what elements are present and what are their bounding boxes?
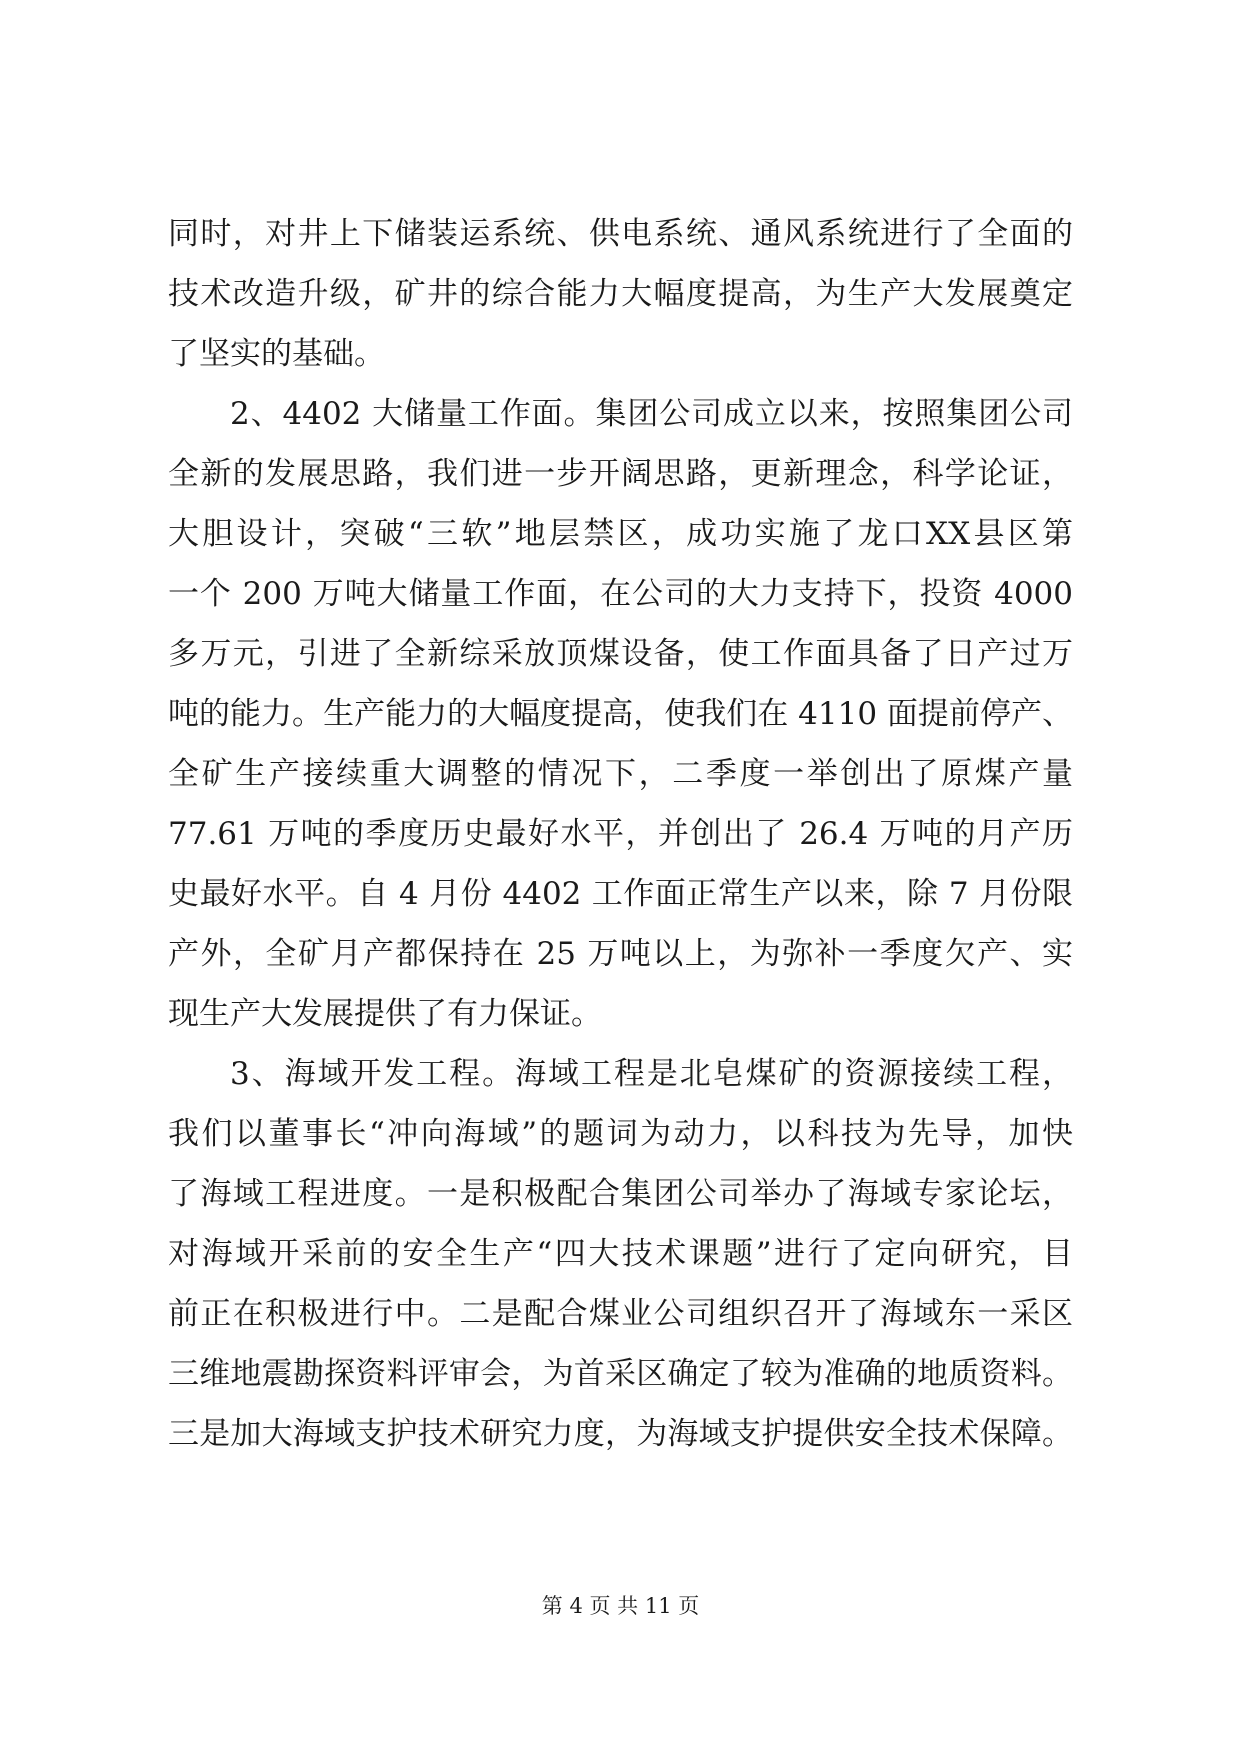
text-line: 一个 200 万吨大储量工作面，在公司的大力支持下，投资 4000 (168, 576, 1073, 612)
text-line: 吨的能力。生产能力的大幅度提高，使我们在 4110 面提前停产、 (168, 696, 1073, 732)
text-line: 三是加大海域支护技术研究力度，为海域支护提供安全技术保障。 (168, 1416, 1073, 1452)
text-line: 多万元，引进了全新综采放顶煤设备，使工作面具备了日产过万 (168, 636, 1073, 672)
text-line: 我们以董事长“冲向海域”的题词为动力，以科技为先导，加快 (168, 1116, 1073, 1152)
text-line: 全矿生产接续重大调整的情况下，二季度一举创出了原煤产量 (168, 756, 1073, 792)
text-line: 史最好水平。自 4 月份 4402 工作面正常生产以来，除 7 月份限 (168, 876, 1073, 912)
text-line: 产外，全矿月产都保持在 25 万吨以上，为弥补一季度欠产、实 (168, 936, 1073, 972)
text-line: 对海域开采前的安全生产“四大技术课题”进行了定向研究，目 (168, 1236, 1073, 1272)
page-number: 第 4 页 共 11 页 (541, 1594, 700, 1618)
text-line: 2、4402 大储量工作面。集团公司成立以来，按照集团公司 (230, 396, 1073, 432)
text-line: 了海域工程进度。一是积极配合集团公司举办了海域专家论坛， (168, 1176, 1073, 1212)
text-line: 77.61 万吨的季度历史最好水平，并创出了 26.4 万吨的月产历 (168, 816, 1073, 852)
text-line: 了坚实的基础。 (168, 336, 385, 372)
text-line: 现生产大发展提供了有力保证。 (168, 996, 602, 1032)
text-line: 全新的发展思路，我们进一步开阔思路，更新理念，科学论证， (168, 456, 1073, 492)
text-line: 同时，对井上下储装运系统、供电系统、通风系统进行了全面的 (168, 216, 1073, 252)
text-line: 3、海域开发工程。海域工程是北皂煤矿的资源接续工程， (230, 1056, 1073, 1092)
text-line: 前正在积极进行中。二是配合煤业公司组织召开了海域东一采区 (168, 1296, 1073, 1332)
text-line: 大胆设计，突破“三软”地层禁区，成功实施了龙口XX县区第 (168, 516, 1073, 552)
text-line: 技术改造升级，矿井的综合能力大幅度提高，为生产大发展奠定 (168, 276, 1073, 312)
text-line: 三维地震勘探资料评审会，为首采区确定了较为准确的地质资料。 (168, 1356, 1073, 1392)
